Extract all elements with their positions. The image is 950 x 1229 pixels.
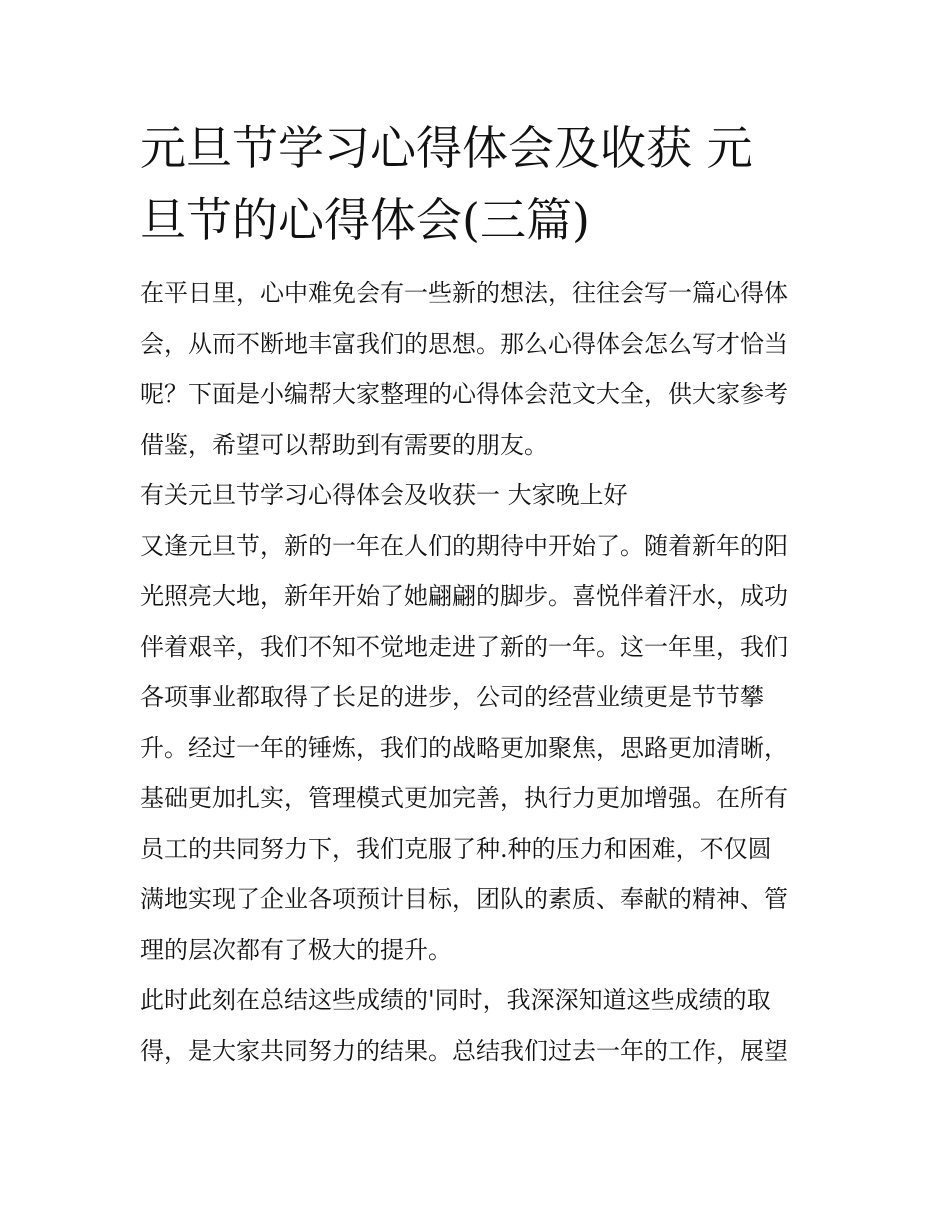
text-line: 光照亮大地，新年开始了她翩翩的脚步。喜悦伴着汗水，成功 [140,582,788,610]
document-body [140,112,812,1076]
intro-paragraph [140,268,812,470]
closing-paragraph [140,975,812,1076]
text-line: 会，从而不断地丰富我们的思想。那么心得体会怎么写才恰当 [140,329,788,358]
text-line: 呢？下面是小编帮大家整理的心得体会范文大全，供大家参考 [140,380,788,408]
text-line: 借鉴，希望可以帮助到有需要的朋友。 [140,430,548,459]
text-line: 得，是大家共同努力的结果。总结我们过去一年的工作，展望 [140,1036,788,1065]
text-line: 此时此刻在总结这些成绩的'同时，我深深知道这些成绩的取 [140,986,771,1014]
document-title [140,112,812,256]
text-line: 有关元旦节学习心得体会及收获一 大家晚上好 [140,481,628,509]
text-line: 在平日里，心中难免会有一些新的想法，往往会写一篇心得体 [140,279,788,307]
section-heading-paragraph [140,470,812,521]
text-line: 各项事业都取得了长足的进步，公司的经营业绩更是节节攀 [140,683,764,711]
text-line: 伴着艰辛，我们不知不觉地走进了新的一年。这一年里，我们 [140,632,788,661]
text-line: 基础更加扎实，管理模式更加完善，执行力更加增强。在所有 [140,784,788,812]
text-line: 升。经过一年的锤炼，我们的战略更加聚焦，思路更加清晰， [140,733,788,762]
text-line: 满地实现了企业各项预计目标，团队的素质、奉献的精神、管 [140,885,788,913]
text-line: 理的层次都有了极大的提升。 [140,935,452,964]
title-line: 旦节的心得体会(三篇) [140,193,590,247]
text-line: 又逢元旦节，新的一年在人们的期待中开始了。随着新年的阳 [140,531,788,560]
body-paragraph [140,521,812,976]
text-line: 员工的共同努力下，我们克服了种.种的压力和困难，不仅圆 [140,834,772,863]
title-line: 元旦节学习心得体会及收获 元 [140,121,753,175]
